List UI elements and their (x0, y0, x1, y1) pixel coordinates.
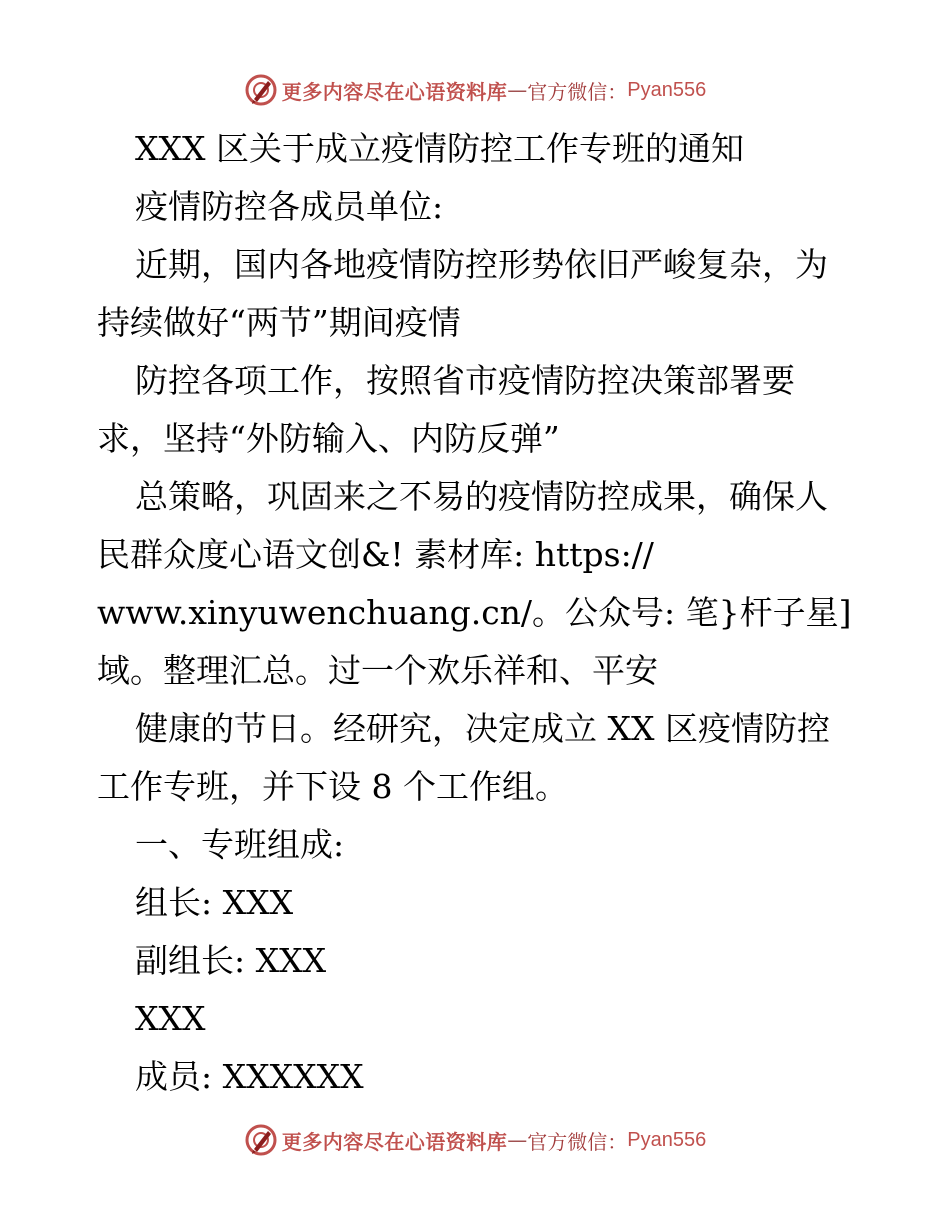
document-line: www.xinyuwenchuang.cn/。公众号: 笔}杆子星] (97, 593, 852, 632)
brand-logo-icon (244, 1123, 278, 1157)
document-line: 民群众度心语文创&! 素材库: https:// (97, 535, 654, 574)
banner-wechat-id: Pyan556 (627, 1128, 707, 1151)
banner-dash: — (507, 78, 528, 102)
document-line: 工作专班，并下设 8 个工作组。 (97, 767, 568, 806)
banner-dash: — (507, 1128, 528, 1152)
document-body (97, 120, 857, 1106)
banner-main-text: 更多内容尽在心语资料库 (281, 1129, 508, 1154)
document-line: 近期，国内各地疫情防控形势依旧严峻复杂，为 (135, 245, 828, 284)
banner-wechat-id: Pyan556 (627, 78, 707, 101)
brand-logo-icon (244, 73, 278, 107)
banner-main-text: 更多内容尽在心语资料库 (281, 79, 508, 104)
document-line: 组长: XXX (135, 883, 294, 922)
header-banner (0, 70, 950, 110)
footer-banner (0, 1120, 950, 1160)
document-line: XXX (135, 999, 206, 1038)
document-line: 求，坚持“外防输入、内防反弹” (97, 419, 560, 458)
document-line: 域。整理汇总。过一个欢乐祥和、平安 (97, 651, 658, 690)
banner-wechat-label: 官方微信： (527, 79, 628, 104)
document-line: 成员: XXXXXX (135, 1057, 364, 1096)
document-line: 疫情防控各成员单位: (135, 187, 444, 226)
document-line: 健康的节日。经研究，决定成立 XX 区疫情防控 (135, 709, 830, 748)
banner-wechat-label: 官方微信： (527, 1129, 628, 1154)
document-line: 副组长: XXX (135, 941, 327, 980)
document-line: 一、专班组成: (135, 825, 345, 864)
document-line: 持续做好“两节”期间疫情 (97, 303, 461, 342)
document-line: 防控各项工作，按照省市疫情防控决策部署要 (135, 361, 795, 400)
document-line: XXX 区关于成立疫情防控工作专班的通知 (135, 129, 744, 168)
document-line: 总策略，巩固来之不易的疫情防控成果，确保人 (135, 477, 828, 516)
